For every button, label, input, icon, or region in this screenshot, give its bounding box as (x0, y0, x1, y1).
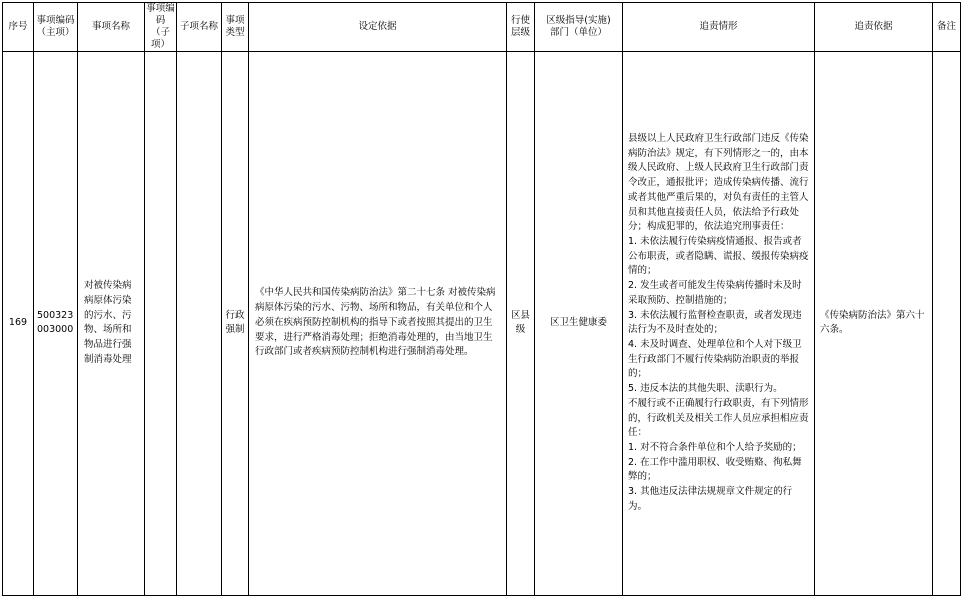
header-sub-name: 子项名称 (177, 3, 222, 52)
cell-liability-basis: 《传染病防治法》第六十六条。 (815, 51, 933, 596)
header-basis: 设定依据 (249, 3, 507, 52)
header-remark: 备注 (933, 3, 961, 52)
header-type: 事项 类型 (222, 3, 249, 52)
cell-code-sub (145, 51, 177, 596)
header-name: 事项名称 (78, 3, 145, 52)
liability-table (2, 2, 961, 596)
liability-item: 3. 其他违反法律法规规章文件规定的行为。 (628, 486, 793, 512)
header-level: 行使 层级 (507, 3, 535, 52)
header-code-main: 事项编码 （主项） (34, 3, 78, 52)
liability-item: 1. 对不符合条件单位和个人给予奖励的； (628, 442, 802, 453)
cell-type: 行政 强制 (222, 51, 249, 596)
liability-item: 2. 发生或者可能发生传染病传播时未及时采取预防、控制措施的； (628, 280, 802, 306)
header-liability: 追责情形 (623, 3, 815, 52)
cell-remark (933, 51, 961, 596)
liability-item: 4. 未及时调查、处理单位和个人对下级卫生行政部门不履行传染病防治职责的举报的； (628, 338, 802, 380)
cell-seq: 169 (3, 51, 34, 596)
cell-sub-name (177, 51, 222, 596)
cell-basis: 《中华人民共和国传染病防治法》第二十七条 对被传染病病原体污染的污水、污物、场所和物品，有关单位和个人必须在疾病预防控制机构的指导下或者按照其提出的卫生要求，进行严格消毒处理；拒绝消毒处理的，由当地卫生行政部门或者疾病预防控制机构进行强制消毒处理。 (249, 51, 507, 596)
liability-paragraph: 县级以上人民政府卫生行政部门违反《传染病防治法》规定，有下列情形之一的，由本级人民政府、上级人民政府卫生行政部门责令改正，通报批评；造成传染病传播、流行或者其他严重后果的，对负有责任的主管人员和其他直接责任人员，依法给予行政处分；构成犯罪的，依法追究刑事责任： (628, 132, 809, 233)
cell-name: 对被传染病病原体污染的污水、污物、场所和物品进行强制消毒处理 (78, 51, 145, 596)
cell-liability (623, 51, 815, 596)
header-dept: 区级指导(实施) 部门（单位） (535, 3, 623, 52)
liability-paragraph: 不履行或不正确履行行政职责，有下列情形的，行政机关及相关工作人员应承担相应责任： (628, 397, 809, 439)
liability-item: 5. 违反本法的其他失职、渎职行为。 (628, 383, 783, 395)
cell-level: 区县 级 (507, 51, 535, 596)
cell-dept: 区卫生健康委 (535, 51, 623, 596)
cell-code-main: 500323 003000 (34, 51, 78, 596)
header-seq: 序号 (3, 3, 34, 52)
table-row (3, 51, 961, 596)
liability-item: 3. 未依法履行监督检查职责，或者发现违法行为不及时查处的； (628, 309, 802, 336)
header-row (3, 3, 961, 52)
header-liability-basis: 追责依据 (815, 3, 933, 52)
header-code-sub: 事项编码 （子项） (146, 3, 175, 50)
liability-item: 2. 在工作中滥用职权、收受贿赂、徇私舞弊的； (628, 456, 802, 483)
liability-item: 1. 未依法履行传染病疫情通报、报告或者公布职责，或者隐瞒、谎报、缓报传染病疫情的； (628, 235, 809, 277)
